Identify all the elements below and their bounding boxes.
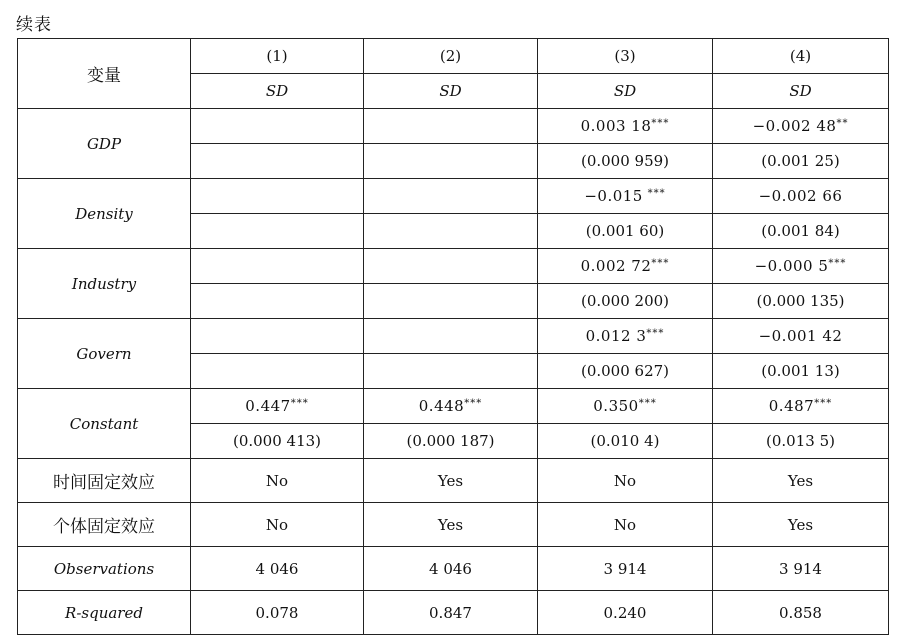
value-cell: Yes bbox=[364, 503, 538, 547]
variable-name: GDP bbox=[18, 109, 191, 179]
value-cell: No bbox=[538, 503, 713, 547]
se-cell: (0.010 4) bbox=[538, 424, 713, 459]
variable-name: Density bbox=[18, 179, 191, 249]
variable-name: 时间固定效应 bbox=[18, 459, 191, 503]
se-cell bbox=[191, 144, 364, 179]
table-row-observations bbox=[18, 547, 889, 591]
se-cell: (0.001 25) bbox=[713, 144, 889, 179]
se-cell bbox=[364, 354, 538, 389]
table-row-individual-fixed-effect bbox=[18, 503, 889, 547]
coef-cell: −0.002 48** bbox=[713, 109, 889, 144]
se-cell: (0.001 60) bbox=[538, 214, 713, 249]
value-cell: No bbox=[191, 459, 364, 503]
variable-header: 变量 bbox=[18, 39, 191, 109]
se-cell: (0.000 135) bbox=[713, 284, 889, 319]
value-cell: Yes bbox=[713, 503, 889, 547]
table-row-coef bbox=[18, 249, 889, 284]
table-caption: 续表 bbox=[16, 15, 52, 35]
variable-name: Govern bbox=[18, 319, 191, 389]
column-label: (2) bbox=[364, 39, 538, 74]
value-cell: 0.847 bbox=[364, 591, 538, 635]
table-row-r-squared bbox=[18, 591, 889, 635]
value-cell: 0.078 bbox=[191, 591, 364, 635]
table-row-coef bbox=[18, 179, 889, 214]
regression-table bbox=[17, 38, 889, 635]
column-label: (3) bbox=[538, 39, 713, 74]
coef-cell bbox=[364, 179, 538, 214]
se-cell: (0.000 413) bbox=[191, 424, 364, 459]
dependent-variable: SD bbox=[364, 74, 538, 109]
coef-cell: 0.350*** bbox=[538, 389, 713, 424]
table-row-coef bbox=[18, 319, 889, 354]
se-cell: (0.001 84) bbox=[713, 214, 889, 249]
table-row-coef bbox=[18, 389, 889, 424]
se-cell: (0.000 200) bbox=[538, 284, 713, 319]
se-cell bbox=[191, 214, 364, 249]
variable-name: R-squared bbox=[18, 591, 191, 635]
se-cell bbox=[191, 354, 364, 389]
dependent-variable: SD bbox=[191, 74, 364, 109]
coef-cell bbox=[191, 249, 364, 284]
coef-cell bbox=[191, 109, 364, 144]
value-cell: No bbox=[191, 503, 364, 547]
value-cell: Yes bbox=[713, 459, 889, 503]
coef-cell bbox=[191, 179, 364, 214]
coef-cell: 0.447*** bbox=[191, 389, 364, 424]
se-cell: (0.000 959) bbox=[538, 144, 713, 179]
column-label: (1) bbox=[191, 39, 364, 74]
coef-cell bbox=[364, 109, 538, 144]
dependent-variable: SD bbox=[713, 74, 889, 109]
value-cell: 0.240 bbox=[538, 591, 713, 635]
variable-name: Industry bbox=[18, 249, 191, 319]
coef-cell: −0.000 5*** bbox=[713, 249, 889, 284]
value-cell: 4 046 bbox=[191, 547, 364, 591]
column-label: (4) bbox=[713, 39, 889, 74]
coef-cell: −0.015 *** bbox=[538, 179, 713, 214]
dependent-variable: SD bbox=[538, 74, 713, 109]
se-cell: (0.013 5) bbox=[713, 424, 889, 459]
table-row-coef bbox=[18, 109, 889, 144]
value-cell: 0.858 bbox=[713, 591, 889, 635]
se-cell bbox=[364, 214, 538, 249]
header-row-columns bbox=[18, 39, 889, 74]
value-cell: 3 914 bbox=[538, 547, 713, 591]
coef-cell: −0.001 42 bbox=[713, 319, 889, 354]
variable-name: Constant bbox=[18, 389, 191, 459]
coef-cell: −0.002 66 bbox=[713, 179, 889, 214]
coef-cell bbox=[364, 249, 538, 284]
value-cell: Yes bbox=[364, 459, 538, 503]
se-cell bbox=[364, 284, 538, 319]
variable-name: 个体固定效应 bbox=[18, 503, 191, 547]
se-cell bbox=[191, 284, 364, 319]
coef-cell bbox=[191, 319, 364, 354]
coef-cell: 0.012 3*** bbox=[538, 319, 713, 354]
value-cell: 3 914 bbox=[713, 547, 889, 591]
variable-name: Observations bbox=[18, 547, 191, 591]
coef-cell: 0.448*** bbox=[364, 389, 538, 424]
se-cell: (0.001 13) bbox=[713, 354, 889, 389]
se-cell: (0.000 627) bbox=[538, 354, 713, 389]
se-cell: (0.000 187) bbox=[364, 424, 538, 459]
value-cell: No bbox=[538, 459, 713, 503]
coef-cell: 0.002 72*** bbox=[538, 249, 713, 284]
se-cell bbox=[364, 144, 538, 179]
table-row-time-fixed-effect bbox=[18, 459, 889, 503]
coef-cell: 0.487*** bbox=[713, 389, 889, 424]
value-cell: 4 046 bbox=[364, 547, 538, 591]
coef-cell: 0.003 18*** bbox=[538, 109, 713, 144]
coef-cell bbox=[364, 319, 538, 354]
